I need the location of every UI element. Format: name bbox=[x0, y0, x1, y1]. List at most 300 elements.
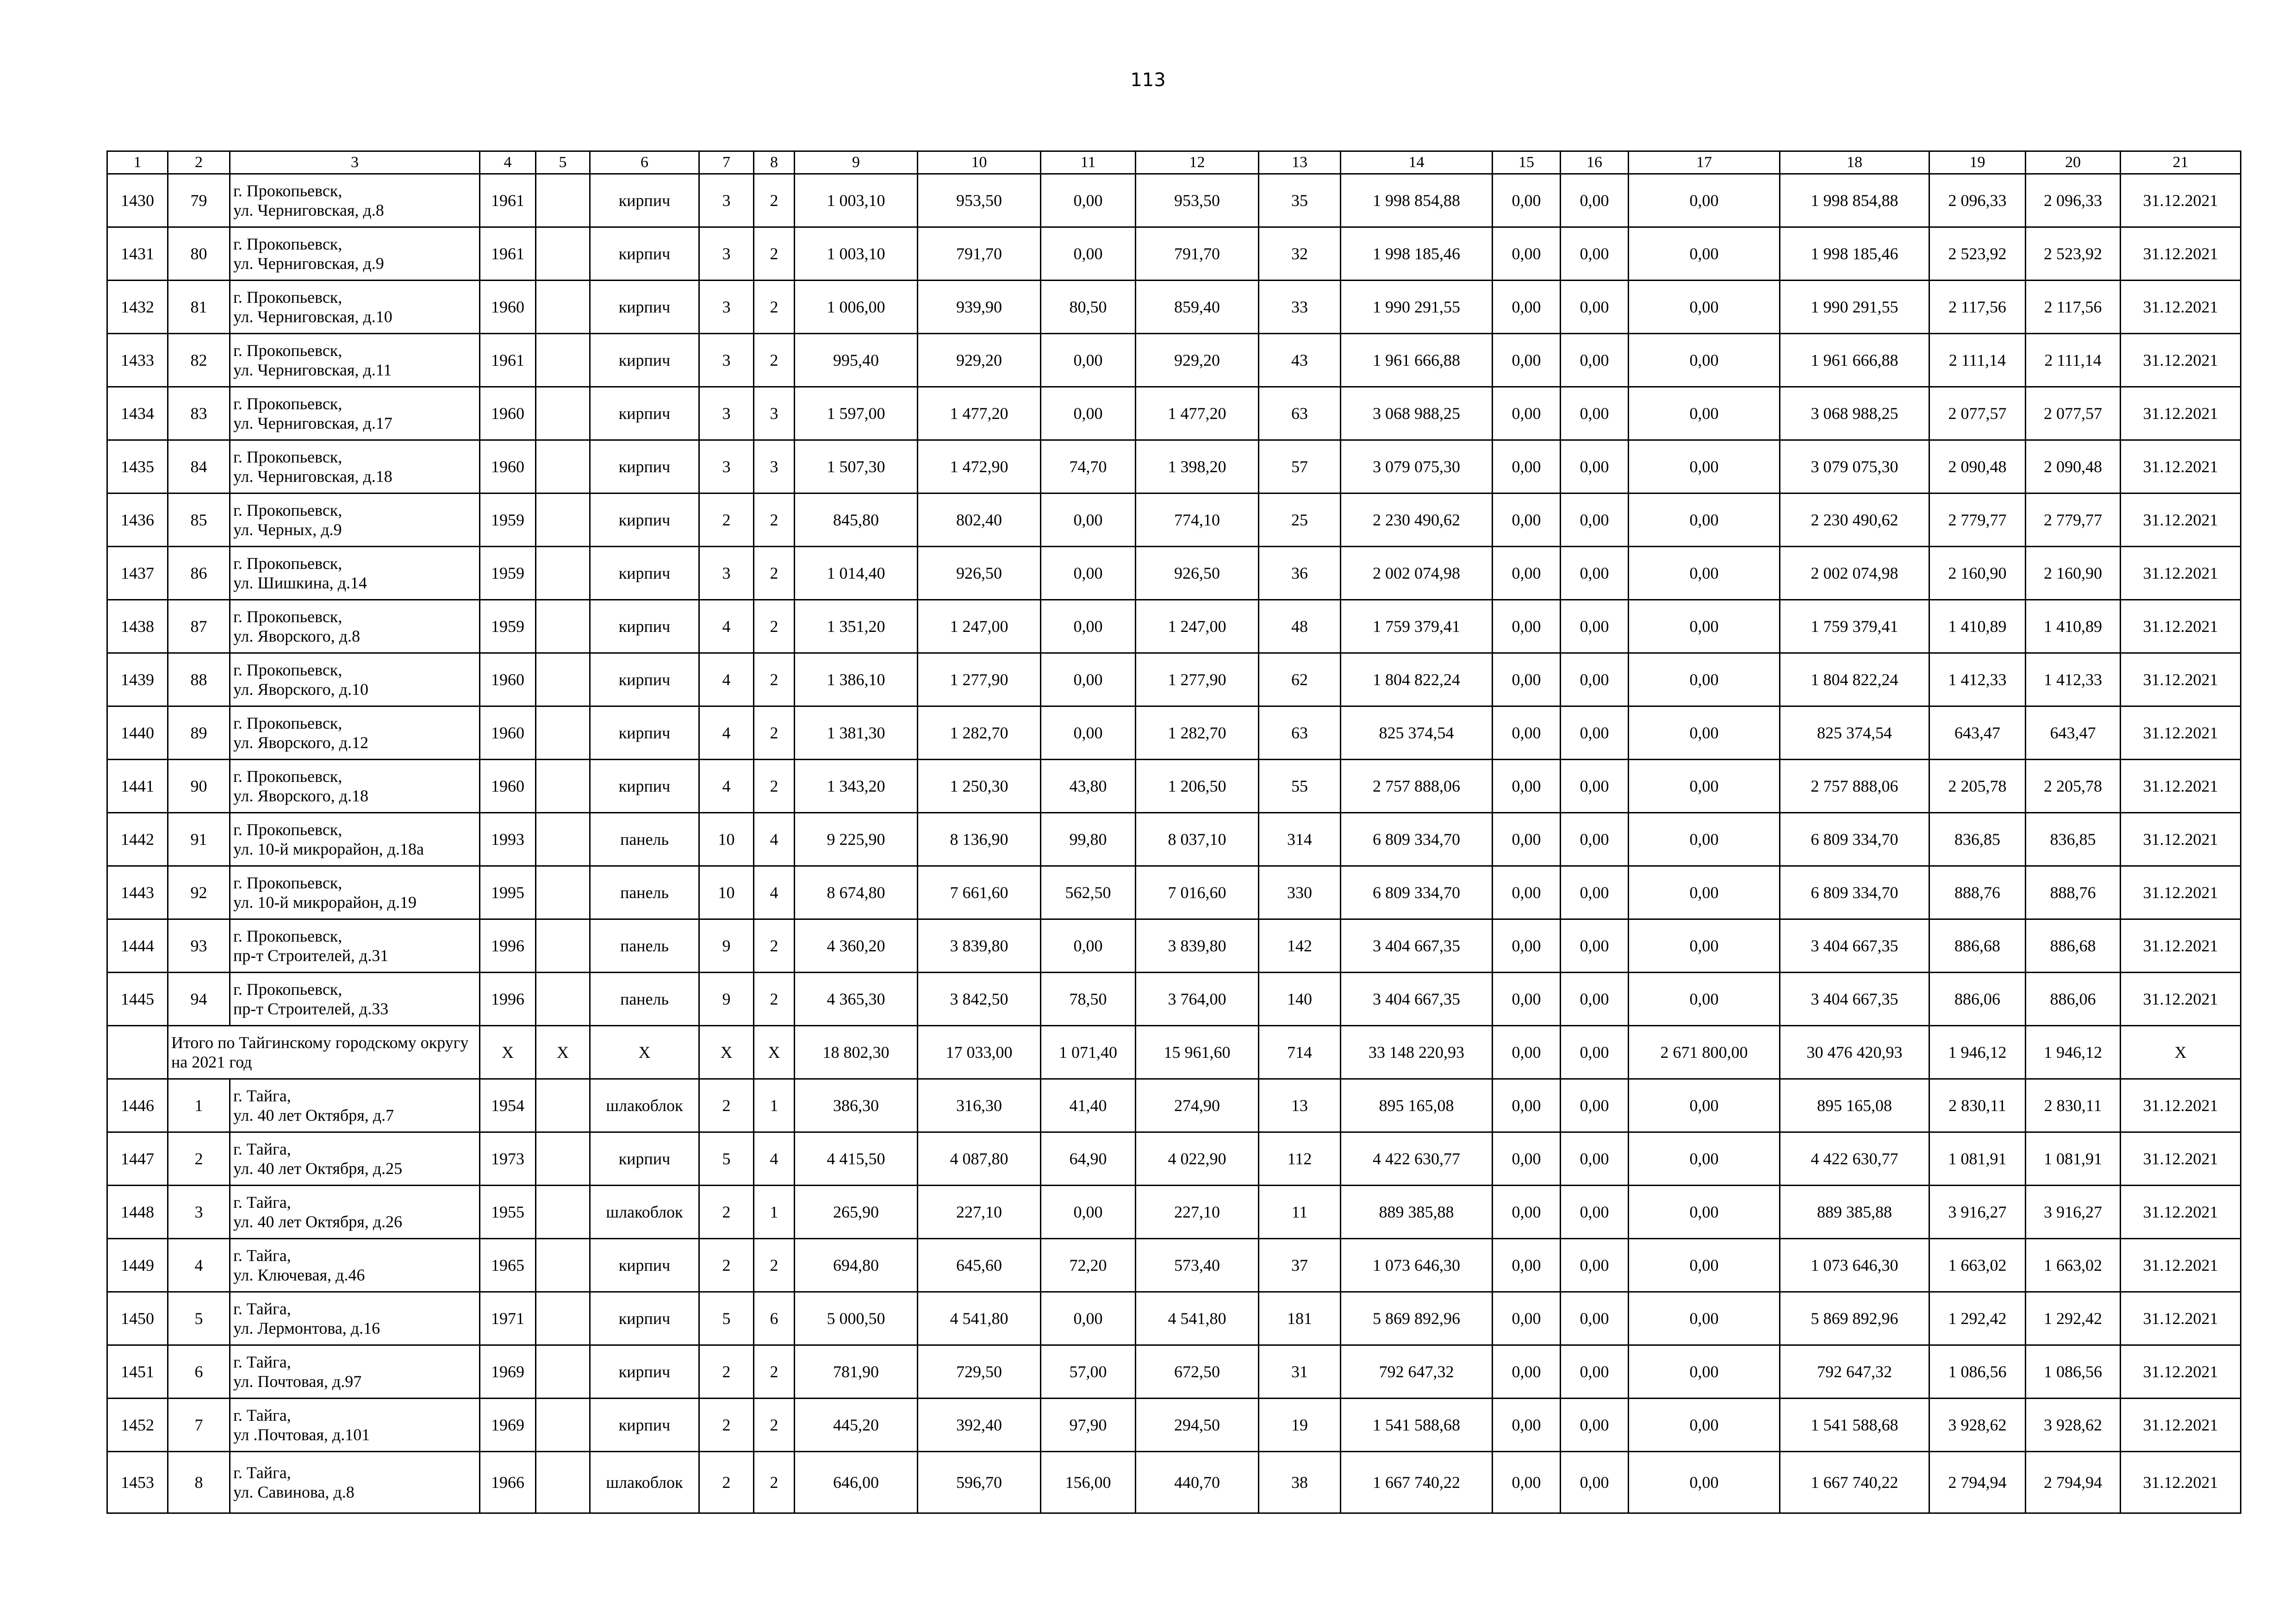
cell-col-17: 0,00 bbox=[1629, 387, 1780, 440]
cell-col-16: 0,00 bbox=[1561, 866, 1629, 919]
address-city: г. Прокопьевск, bbox=[233, 554, 342, 573]
cell-col-17: 0,00 bbox=[1629, 1345, 1780, 1399]
address-cell bbox=[230, 1452, 480, 1513]
cell-col-19: 1 086,56 bbox=[1929, 1345, 2026, 1399]
cell-col-13: 19 bbox=[1259, 1399, 1341, 1452]
cell-col-20: 2 090,48 bbox=[2026, 440, 2121, 493]
cell-col-7: 2 bbox=[699, 1079, 754, 1132]
cell-col-9: 1 381,30 bbox=[795, 706, 918, 760]
address-city: г. Тайга, bbox=[233, 1140, 291, 1158]
cell-col-12: 294,50 bbox=[1136, 1399, 1259, 1452]
cell-col-2: 92 bbox=[168, 866, 230, 919]
cell-col-6: панель bbox=[590, 866, 699, 919]
cell-col-16: 0,00 bbox=[1561, 547, 1629, 600]
cell-col-9: 1 003,10 bbox=[795, 174, 918, 227]
address-city: г. Тайга, bbox=[233, 1087, 291, 1105]
cell-col-11: 72,20 bbox=[1041, 1239, 1136, 1292]
cell-col-18: 1 998 185,46 bbox=[1780, 227, 1929, 281]
address-cell bbox=[230, 334, 480, 387]
address-city: г. Прокопьевск, bbox=[233, 341, 342, 360]
cell-col-15: 0,00 bbox=[1493, 706, 1561, 760]
cell-col-10: 1 282,70 bbox=[918, 706, 1041, 760]
cell-col-8: 2 bbox=[754, 653, 795, 706]
cell-col-12: 1 398,20 bbox=[1136, 440, 1259, 493]
table-row bbox=[107, 919, 2241, 973]
cell-col-8: 2 bbox=[754, 919, 795, 973]
cell-col-11: 0,00 bbox=[1041, 334, 1136, 387]
cell-col-4: 1959 bbox=[480, 547, 536, 600]
cell-col-7: 3 bbox=[699, 281, 754, 334]
total-c6: X bbox=[590, 1026, 699, 1079]
total-c13: 714 bbox=[1259, 1026, 1341, 1079]
cell-col-20: 836,85 bbox=[2026, 813, 2121, 866]
cell-col-9: 1 014,40 bbox=[795, 547, 918, 600]
column-header-19: 19 bbox=[1929, 151, 2026, 174]
cell-col-5 bbox=[536, 1345, 590, 1399]
total-row bbox=[107, 1026, 2241, 1079]
total-c18: 30 476 420,93 bbox=[1780, 1026, 1929, 1079]
cell-col-14: 1 541 588,68 bbox=[1341, 1399, 1493, 1452]
cell-col-2: 5 bbox=[168, 1292, 230, 1345]
cell-col-13: 62 bbox=[1259, 653, 1341, 706]
address-street: ул. Почтовая, д.97 bbox=[233, 1372, 362, 1391]
address-city: г. Прокопьевск, bbox=[233, 607, 342, 626]
address-street: ул. Яворского, д.10 bbox=[233, 680, 368, 699]
table-row bbox=[107, 1186, 2241, 1239]
total-c9: 18 802,30 bbox=[795, 1026, 918, 1079]
cell-col-21: 31.12.2021 bbox=[2121, 706, 2241, 760]
address-cell bbox=[230, 1079, 480, 1132]
cell-col-15: 0,00 bbox=[1493, 973, 1561, 1026]
cell-col-1: 1441 bbox=[107, 760, 168, 813]
cell-col-6: кирпич bbox=[590, 760, 699, 813]
column-header-13: 13 bbox=[1259, 151, 1341, 174]
cell-col-17: 0,00 bbox=[1629, 1292, 1780, 1345]
cell-col-5 bbox=[536, 1132, 590, 1186]
column-header-10: 10 bbox=[918, 151, 1041, 174]
cell-col-16: 0,00 bbox=[1561, 493, 1629, 547]
cell-col-13: 63 bbox=[1259, 706, 1341, 760]
total-c17: 2 671 800,00 bbox=[1629, 1026, 1780, 1079]
cell-col-16: 0,00 bbox=[1561, 1239, 1629, 1292]
cell-col-1 bbox=[107, 1026, 168, 1079]
cell-col-12: 274,90 bbox=[1136, 1079, 1259, 1132]
address-street: ул. Черниговская, д.11 bbox=[233, 361, 392, 379]
cell-col-12: 7 016,60 bbox=[1136, 866, 1259, 919]
total-c7: X bbox=[699, 1026, 754, 1079]
cell-col-1: 1444 bbox=[107, 919, 168, 973]
cell-col-4: 1961 bbox=[480, 174, 536, 227]
cell-col-20: 2 794,94 bbox=[2026, 1452, 2121, 1513]
cell-col-6: шлакоблок bbox=[590, 1079, 699, 1132]
address-street: ул. 40 лет Октября, д.26 bbox=[233, 1212, 403, 1231]
cell-col-19: 1 412,33 bbox=[1929, 653, 2026, 706]
cell-col-6: шлакоблок bbox=[590, 1452, 699, 1513]
cell-col-8: 1 bbox=[754, 1079, 795, 1132]
cell-col-6: панель bbox=[590, 973, 699, 1026]
cell-col-11: 0,00 bbox=[1041, 174, 1136, 227]
cell-col-11: 0,00 bbox=[1041, 547, 1136, 600]
total-c11: 1 071,40 bbox=[1041, 1026, 1136, 1079]
cell-col-14: 6 809 334,70 bbox=[1341, 866, 1493, 919]
column-header-16: 16 bbox=[1561, 151, 1629, 174]
cell-col-11: 0,00 bbox=[1041, 1186, 1136, 1239]
cell-col-19: 2 096,33 bbox=[1929, 174, 2026, 227]
cell-col-10: 227,10 bbox=[918, 1186, 1041, 1239]
cell-col-17: 0,00 bbox=[1629, 334, 1780, 387]
cell-col-17: 0,00 bbox=[1629, 600, 1780, 653]
cell-col-20: 1 412,33 bbox=[2026, 653, 2121, 706]
cell-col-17: 0,00 bbox=[1629, 547, 1780, 600]
cell-col-1: 1450 bbox=[107, 1292, 168, 1345]
address-cell bbox=[230, 1345, 480, 1399]
cell-col-13: 48 bbox=[1259, 600, 1341, 653]
address-cell bbox=[230, 653, 480, 706]
cell-col-18: 5 869 892,96 bbox=[1780, 1292, 1929, 1345]
cell-col-19: 2 117,56 bbox=[1929, 281, 2026, 334]
address-city: г. Прокопьевск, bbox=[233, 767, 342, 786]
cell-col-4: 1959 bbox=[480, 493, 536, 547]
cell-col-8: 2 bbox=[754, 493, 795, 547]
total-c4: X bbox=[480, 1026, 536, 1079]
cell-col-6: кирпич bbox=[590, 600, 699, 653]
cell-col-2: 81 bbox=[168, 281, 230, 334]
cell-col-6: кирпич bbox=[590, 281, 699, 334]
cell-col-7: 5 bbox=[699, 1292, 754, 1345]
cell-col-7: 3 bbox=[699, 334, 754, 387]
cell-col-1: 1446 bbox=[107, 1079, 168, 1132]
cell-col-5 bbox=[536, 600, 590, 653]
address-cell bbox=[230, 973, 480, 1026]
cell-col-21: 31.12.2021 bbox=[2121, 919, 2241, 973]
cell-col-20: 2 830,11 bbox=[2026, 1079, 2121, 1132]
cell-col-19: 888,76 bbox=[1929, 866, 2026, 919]
cell-col-20: 2 779,77 bbox=[2026, 493, 2121, 547]
cell-col-19: 1 081,91 bbox=[1929, 1132, 2026, 1186]
cell-col-14: 5 869 892,96 bbox=[1341, 1292, 1493, 1345]
cell-col-19: 2 523,92 bbox=[1929, 227, 2026, 281]
cell-col-21: 31.12.2021 bbox=[2121, 1292, 2241, 1345]
address-cell bbox=[230, 706, 480, 760]
cell-col-10: 8 136,90 bbox=[918, 813, 1041, 866]
address-city: г. Прокопьевск, bbox=[233, 181, 342, 200]
cell-col-10: 392,40 bbox=[918, 1399, 1041, 1452]
cell-col-8: 2 bbox=[754, 281, 795, 334]
address-street: ул .Почтовая, д.101 bbox=[233, 1425, 370, 1444]
address-street: ул. Ключевая, д.46 bbox=[233, 1266, 365, 1284]
address-cell bbox=[230, 1239, 480, 1292]
cell-col-5 bbox=[536, 760, 590, 813]
total-c19: 1 946,12 bbox=[1929, 1026, 2026, 1079]
column-header-14: 14 bbox=[1341, 151, 1493, 174]
cell-col-6: кирпич bbox=[590, 387, 699, 440]
cell-col-11: 78,50 bbox=[1041, 973, 1136, 1026]
column-header-2: 2 bbox=[168, 151, 230, 174]
address-street: ул. Яворского, д.8 bbox=[233, 627, 360, 645]
cell-col-2: 91 bbox=[168, 813, 230, 866]
cell-col-10: 316,30 bbox=[918, 1079, 1041, 1132]
address-cell bbox=[230, 493, 480, 547]
cell-col-5 bbox=[536, 547, 590, 600]
cell-col-8: 2 bbox=[754, 1399, 795, 1452]
column-header-3: 3 bbox=[230, 151, 480, 174]
cell-col-18: 3 404 667,35 bbox=[1780, 973, 1929, 1026]
cell-col-21: 31.12.2021 bbox=[2121, 1079, 2241, 1132]
cell-col-16: 0,00 bbox=[1561, 1399, 1629, 1452]
address-city: г. Тайга, bbox=[233, 1246, 291, 1265]
cell-col-11: 74,70 bbox=[1041, 440, 1136, 493]
cell-col-10: 939,90 bbox=[918, 281, 1041, 334]
table-row bbox=[107, 1292, 2241, 1345]
cell-col-10: 1 277,90 bbox=[918, 653, 1041, 706]
address-cell bbox=[230, 547, 480, 600]
table-row bbox=[107, 706, 2241, 760]
cell-col-14: 2 757 888,06 bbox=[1341, 760, 1493, 813]
cell-col-12: 1 477,20 bbox=[1136, 387, 1259, 440]
cell-col-12: 573,40 bbox=[1136, 1239, 1259, 1292]
cell-col-15: 0,00 bbox=[1493, 1079, 1561, 1132]
cell-col-1: 1432 bbox=[107, 281, 168, 334]
cell-col-10: 1 472,90 bbox=[918, 440, 1041, 493]
column-header-20: 20 bbox=[2026, 151, 2121, 174]
cell-col-19: 2 779,77 bbox=[1929, 493, 2026, 547]
cell-col-21: 31.12.2021 bbox=[2121, 493, 2241, 547]
cell-col-1: 1436 bbox=[107, 493, 168, 547]
cell-col-17: 0,00 bbox=[1629, 493, 1780, 547]
cell-col-9: 1 351,20 bbox=[795, 600, 918, 653]
cell-col-2: 85 bbox=[168, 493, 230, 547]
cell-col-18: 2 002 074,98 bbox=[1780, 547, 1929, 600]
cell-col-14: 6 809 334,70 bbox=[1341, 813, 1493, 866]
cell-col-16: 0,00 bbox=[1561, 1345, 1629, 1399]
address-street: ул. Черниговская, д.10 bbox=[233, 307, 392, 326]
table-row bbox=[107, 547, 2241, 600]
cell-col-13: 57 bbox=[1259, 440, 1341, 493]
cell-col-9: 1 386,10 bbox=[795, 653, 918, 706]
cell-col-11: 0,00 bbox=[1041, 387, 1136, 440]
cell-col-17: 0,00 bbox=[1629, 760, 1780, 813]
cell-col-4: 1961 bbox=[480, 334, 536, 387]
cell-col-5 bbox=[536, 866, 590, 919]
cell-col-4: 1960 bbox=[480, 440, 536, 493]
table-body bbox=[107, 151, 2241, 1513]
cell-col-14: 1 667 740,22 bbox=[1341, 1452, 1493, 1513]
cell-col-12: 953,50 bbox=[1136, 174, 1259, 227]
cell-col-15: 0,00 bbox=[1493, 281, 1561, 334]
cell-col-13: 31 bbox=[1259, 1345, 1341, 1399]
cell-col-7: 3 bbox=[699, 387, 754, 440]
cell-col-15: 0,00 bbox=[1493, 493, 1561, 547]
cell-col-7: 2 bbox=[699, 493, 754, 547]
cell-col-18: 1 990 291,55 bbox=[1780, 281, 1929, 334]
cell-col-7: 4 bbox=[699, 653, 754, 706]
cell-col-5 bbox=[536, 1186, 590, 1239]
cell-col-19: 2 111,14 bbox=[1929, 334, 2026, 387]
cell-col-5 bbox=[536, 174, 590, 227]
cell-col-15: 0,00 bbox=[1493, 813, 1561, 866]
cell-col-6: кирпич bbox=[590, 1132, 699, 1186]
column-header-1: 1 bbox=[107, 151, 168, 174]
cell-col-11: 0,00 bbox=[1041, 706, 1136, 760]
address-cell bbox=[230, 1399, 480, 1452]
cell-col-10: 4 541,80 bbox=[918, 1292, 1041, 1345]
cell-col-8: 3 bbox=[754, 387, 795, 440]
cell-col-14: 3 404 667,35 bbox=[1341, 973, 1493, 1026]
address-cell bbox=[230, 866, 480, 919]
cell-col-14: 3 404 667,35 bbox=[1341, 919, 1493, 973]
column-header-15: 15 bbox=[1493, 151, 1561, 174]
cell-col-20: 1 292,42 bbox=[2026, 1292, 2121, 1345]
cell-col-19: 1 410,89 bbox=[1929, 600, 2026, 653]
cell-col-9: 8 674,80 bbox=[795, 866, 918, 919]
column-header-11: 11 bbox=[1041, 151, 1136, 174]
cell-col-12: 227,10 bbox=[1136, 1186, 1259, 1239]
cell-col-21: 31.12.2021 bbox=[2121, 760, 2241, 813]
cell-col-1: 1440 bbox=[107, 706, 168, 760]
cell-col-11: 0,00 bbox=[1041, 600, 1136, 653]
address-cell bbox=[230, 1292, 480, 1345]
cell-col-21: 31.12.2021 bbox=[2121, 174, 2241, 227]
cell-col-12: 672,50 bbox=[1136, 1345, 1259, 1399]
cell-col-6: кирпич bbox=[590, 1399, 699, 1452]
cell-col-10: 926,50 bbox=[918, 547, 1041, 600]
cell-col-12: 8 037,10 bbox=[1136, 813, 1259, 866]
cell-col-4: 1973 bbox=[480, 1132, 536, 1186]
cell-col-11: 43,80 bbox=[1041, 760, 1136, 813]
cell-col-19: 2 160,90 bbox=[1929, 547, 2026, 600]
column-header-18: 18 bbox=[1780, 151, 1929, 174]
cell-col-20: 2 160,90 bbox=[2026, 547, 2121, 600]
cell-col-7: 2 bbox=[699, 1345, 754, 1399]
cell-col-18: 2 757 888,06 bbox=[1780, 760, 1929, 813]
cell-col-10: 3 842,50 bbox=[918, 973, 1041, 1026]
cell-col-14: 889 385,88 bbox=[1341, 1186, 1493, 1239]
column-header-21: 21 bbox=[2121, 151, 2241, 174]
table-row bbox=[107, 1345, 2241, 1399]
cell-col-5 bbox=[536, 973, 590, 1026]
cell-col-12: 859,40 bbox=[1136, 281, 1259, 334]
cell-col-12: 1 277,90 bbox=[1136, 653, 1259, 706]
cell-col-4: 1960 bbox=[480, 706, 536, 760]
column-header-5: 5 bbox=[536, 151, 590, 174]
cell-col-7: 4 bbox=[699, 760, 754, 813]
cell-col-18: 1 804 822,24 bbox=[1780, 653, 1929, 706]
cell-col-12: 3 764,00 bbox=[1136, 973, 1259, 1026]
cell-col-16: 0,00 bbox=[1561, 653, 1629, 706]
total-c12: 15 961,60 bbox=[1136, 1026, 1259, 1079]
cell-col-4: 1960 bbox=[480, 760, 536, 813]
cell-col-20: 886,06 bbox=[2026, 973, 2121, 1026]
cell-col-5 bbox=[536, 1452, 590, 1513]
cell-col-7: 5 bbox=[699, 1132, 754, 1186]
cell-col-13: 11 bbox=[1259, 1186, 1341, 1239]
cell-col-19: 1 663,02 bbox=[1929, 1239, 2026, 1292]
cell-col-4: 1965 bbox=[480, 1239, 536, 1292]
cell-col-15: 0,00 bbox=[1493, 1292, 1561, 1345]
cell-col-5 bbox=[536, 706, 590, 760]
cell-col-21: 31.12.2021 bbox=[2121, 1132, 2241, 1186]
cell-col-16: 0,00 bbox=[1561, 600, 1629, 653]
cell-col-14: 3 079 075,30 bbox=[1341, 440, 1493, 493]
cell-col-1: 1452 bbox=[107, 1399, 168, 1452]
address-cell bbox=[230, 760, 480, 813]
address-street: пр-т Строителей, д.33 bbox=[233, 999, 389, 1018]
cell-col-5 bbox=[536, 1239, 590, 1292]
table-row bbox=[107, 866, 2241, 919]
cell-col-18: 1 759 379,41 bbox=[1780, 600, 1929, 653]
cell-col-13: 330 bbox=[1259, 866, 1341, 919]
cell-col-2: 2 bbox=[168, 1132, 230, 1186]
cell-col-16: 0,00 bbox=[1561, 334, 1629, 387]
cell-col-9: 4 365,30 bbox=[795, 973, 918, 1026]
cell-col-5 bbox=[536, 493, 590, 547]
cell-col-4: 1966 bbox=[480, 1452, 536, 1513]
cell-col-19: 3 916,27 bbox=[1929, 1186, 2026, 1239]
cell-col-20: 888,76 bbox=[2026, 866, 2121, 919]
cell-col-15: 0,00 bbox=[1493, 760, 1561, 813]
cell-col-4: 1993 bbox=[480, 813, 536, 866]
cell-col-2: 86 bbox=[168, 547, 230, 600]
cell-col-18: 792 647,32 bbox=[1780, 1345, 1929, 1399]
table-row bbox=[107, 600, 2241, 653]
cell-col-4: 1995 bbox=[480, 866, 536, 919]
cell-col-18: 889 385,88 bbox=[1780, 1186, 1929, 1239]
cell-col-19: 2 794,94 bbox=[1929, 1452, 2026, 1513]
cell-col-6: кирпич bbox=[590, 1292, 699, 1345]
cell-col-11: 64,90 bbox=[1041, 1132, 1136, 1186]
cell-col-2: 90 bbox=[168, 760, 230, 813]
address-city: г. Прокопьевск, bbox=[233, 501, 342, 519]
cell-col-16: 0,00 bbox=[1561, 1452, 1629, 1513]
address-cell bbox=[230, 1132, 480, 1186]
cell-col-21: 31.12.2021 bbox=[2121, 547, 2241, 600]
address-street: ул. Черных, д.9 bbox=[233, 520, 342, 539]
cell-col-9: 445,20 bbox=[795, 1399, 918, 1452]
cell-col-1: 1433 bbox=[107, 334, 168, 387]
cell-col-5 bbox=[536, 919, 590, 973]
cell-col-13: 13 bbox=[1259, 1079, 1341, 1132]
cell-col-4: 1996 bbox=[480, 973, 536, 1026]
cell-col-14: 825 374,54 bbox=[1341, 706, 1493, 760]
cell-col-8: 4 bbox=[754, 1132, 795, 1186]
address-city: г. Прокопьевск, bbox=[233, 874, 342, 892]
cell-col-4: 1955 bbox=[480, 1186, 536, 1239]
cell-col-5 bbox=[536, 387, 590, 440]
cell-col-9: 995,40 bbox=[795, 334, 918, 387]
cell-col-21: 31.12.2021 bbox=[2121, 334, 2241, 387]
cell-col-2: 80 bbox=[168, 227, 230, 281]
cell-col-15: 0,00 bbox=[1493, 600, 1561, 653]
cell-col-13: 55 bbox=[1259, 760, 1341, 813]
address-city: г. Прокопьевск, bbox=[233, 394, 342, 413]
cell-col-7: 2 bbox=[699, 1452, 754, 1513]
cell-col-2: 88 bbox=[168, 653, 230, 706]
table-row bbox=[107, 174, 2241, 227]
column-header-12: 12 bbox=[1136, 151, 1259, 174]
cell-col-19: 2 077,57 bbox=[1929, 387, 2026, 440]
cell-col-12: 791,70 bbox=[1136, 227, 1259, 281]
cell-col-16: 0,00 bbox=[1561, 387, 1629, 440]
cell-col-16: 0,00 bbox=[1561, 706, 1629, 760]
cell-col-16: 0,00 bbox=[1561, 227, 1629, 281]
cell-col-15: 0,00 bbox=[1493, 653, 1561, 706]
cell-col-11: 0,00 bbox=[1041, 1292, 1136, 1345]
cell-col-13: 25 bbox=[1259, 493, 1341, 547]
table-row bbox=[107, 387, 2241, 440]
cell-col-6: кирпич bbox=[590, 653, 699, 706]
cell-col-12: 1 282,70 bbox=[1136, 706, 1259, 760]
cell-col-8: 2 bbox=[754, 760, 795, 813]
